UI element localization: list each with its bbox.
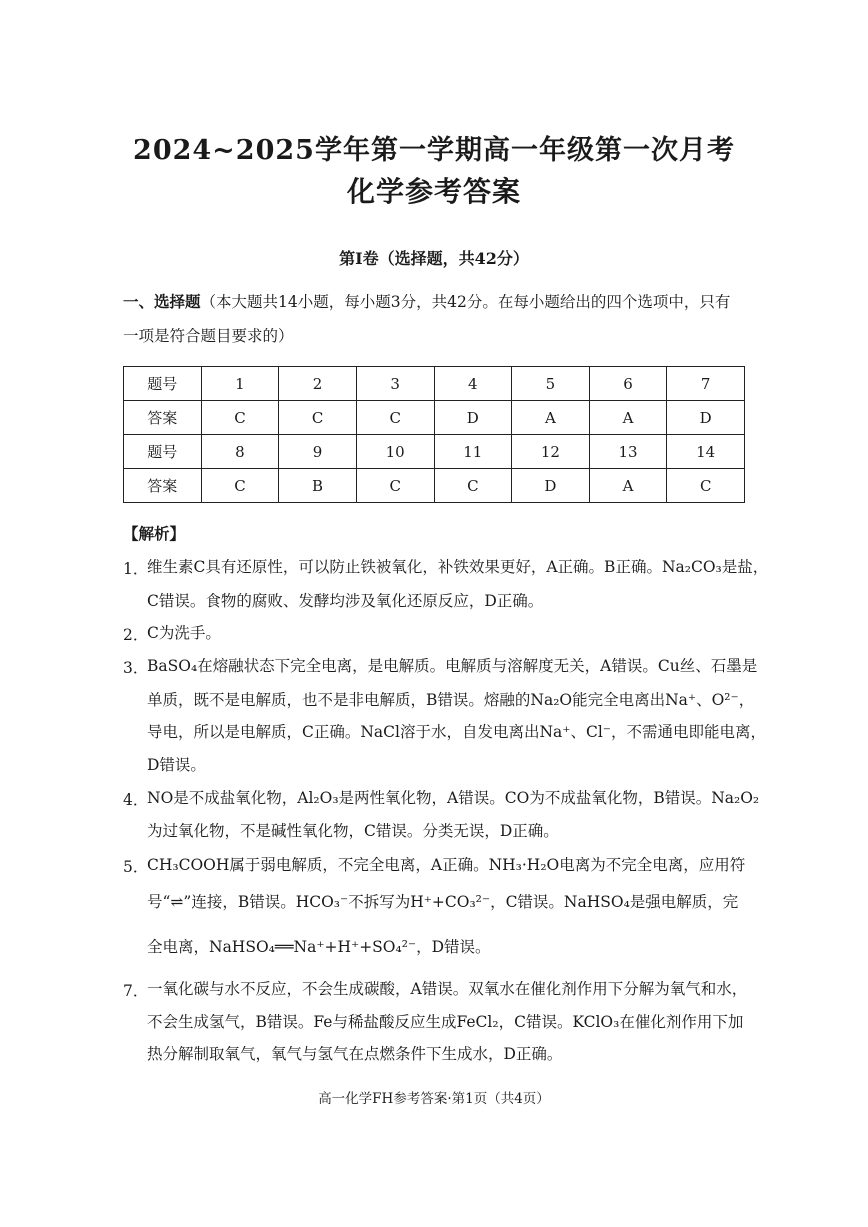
- section-instruction-line-1: （本大题共14小题，每小题3分，共42分。在每小题给出的四个选项中，只有: [200, 293, 731, 311]
- table-cell: 10: [356, 435, 434, 469]
- table-cell: A: [512, 401, 590, 435]
- analysis-heading: 【解析】: [123, 524, 186, 543]
- table-cell: 13: [589, 435, 667, 469]
- row-header-cell: 题号: [124, 435, 202, 469]
- table-cell: 1: [201, 367, 279, 401]
- document-title: 2024~2025学年第一学期高一年级第一次月考: [133, 135, 735, 166]
- row-header-cell: 题号: [124, 367, 202, 401]
- table-cell: C: [201, 469, 279, 503]
- table-cell: A: [589, 401, 667, 435]
- question-number: 4．: [123, 791, 149, 809]
- explanation-line: 全电离，NaHSO₄══Na⁺+H⁺+SO₄²⁻，D错误。: [147, 938, 491, 956]
- table-cell: 14: [667, 435, 745, 469]
- section-instruction: [123, 292, 745, 312]
- question-number: 2．: [123, 626, 149, 644]
- answer-row: [124, 401, 745, 435]
- table-cell: C: [356, 401, 434, 435]
- table-cell: 6: [589, 367, 667, 401]
- table-cell: D: [512, 469, 590, 503]
- table-cell: D: [434, 401, 512, 435]
- explanation-line: D错误。: [147, 756, 206, 774]
- table-cell: C: [356, 469, 434, 503]
- table-cell: C: [201, 401, 279, 435]
- table-cell: 7: [667, 367, 745, 401]
- explanation-line: 一氧化碳与水不反应，不会生成碳酸，A错误。双氧水在催化剂作用下分解为氧气和水，: [147, 980, 748, 998]
- explanation-line: 热分解制取氧气，氧气与氢气在点燃条件下生成水，D正确。: [147, 1045, 563, 1063]
- question-number: 1．: [123, 560, 149, 578]
- explanation-line: C错误。食物的腐败、发酵均涉及氧化还原反应，D正确。: [147, 592, 544, 610]
- explanation-line: 导电，所以是电解质，C正确。NaCl溶于水，自发电离出Na⁺、Cl⁻，不需通电即能电离，: [147, 723, 766, 741]
- table-cell: 11: [434, 435, 512, 469]
- section-instruction-line-2: 一项是符合题目要求的）: [123, 327, 294, 345]
- question-number: 3．: [123, 659, 149, 677]
- table-cell: 9: [279, 435, 357, 469]
- table-cell: 4: [434, 367, 512, 401]
- row-header-cell: 答案: [124, 469, 202, 503]
- explanation-line: CH₃COOH属于弱电解质，不完全电离，A正确。NH₃·H₂O电离为不完全电离，应用符: [147, 856, 746, 874]
- volume-heading: 第Ⅰ卷（选择题，共42分）: [339, 249, 529, 268]
- table-cell: 2: [279, 367, 357, 401]
- table-cell: B: [279, 469, 357, 503]
- explanation-line: 号“⇌”连接，B错误。HCO₃⁻不拆写为H⁺+CO₃²⁻，C错误。NaHSO₄是强电解质，完: [147, 893, 739, 911]
- explanation-line: 为过氧化物，不是碱性氧化物，C错误。分类无误，D正确。: [147, 822, 559, 840]
- section-label: 一、选择题: [123, 292, 201, 311]
- table-cell: C: [667, 469, 745, 503]
- explanation-line: 维生素C具有还原性，可以防止铁被氧化，补铁效果更好，A正确。B正确。Na₂CO₃是盐，: [147, 558, 769, 576]
- page-footer: 高一化学FH参考答案·第1页（共4页）: [318, 1091, 550, 1107]
- answer-table: [123, 366, 745, 503]
- explanation-line: 单质，既不是电解质，也不是非电解质，B错误。熔融的Na₂O能完全电离出Na⁺、O²⁻，: [147, 691, 755, 709]
- table-cell: 12: [512, 435, 590, 469]
- question-number-row: [124, 435, 745, 469]
- table-cell: 8: [201, 435, 279, 469]
- question-number-row: [124, 367, 745, 401]
- explanation-line: C为洗手。: [147, 624, 221, 642]
- explanation-line: NO是不成盐氧化物，Al₂O₃是两性氧化物，A错误。CO为不成盐氧化物，B错误。Na₂O₂: [147, 789, 760, 807]
- document-subtitle: 化学参考答案: [346, 175, 521, 208]
- table-cell: D: [667, 401, 745, 435]
- question-number: 5．: [123, 858, 149, 876]
- explanation-line: BaSO₄在熔融状态下完全电离，是电解质。电解质与溶解度无关，A错误。Cu丝、石墨是: [147, 657, 758, 675]
- explanation-line: 不会生成氢气，B错误。Fe与稀盐酸反应生成FeCl₂，C错误。KClO₃在催化剂作用下加: [147, 1013, 744, 1031]
- table-cell: 3: [356, 367, 434, 401]
- answer-row: [124, 469, 745, 503]
- table-cell: C: [279, 401, 357, 435]
- table-cell: C: [434, 469, 512, 503]
- table-cell: 5: [512, 367, 590, 401]
- table-cell: A: [589, 469, 667, 503]
- row-header-cell: 答案: [124, 401, 202, 435]
- question-number: 7．: [123, 982, 149, 1000]
